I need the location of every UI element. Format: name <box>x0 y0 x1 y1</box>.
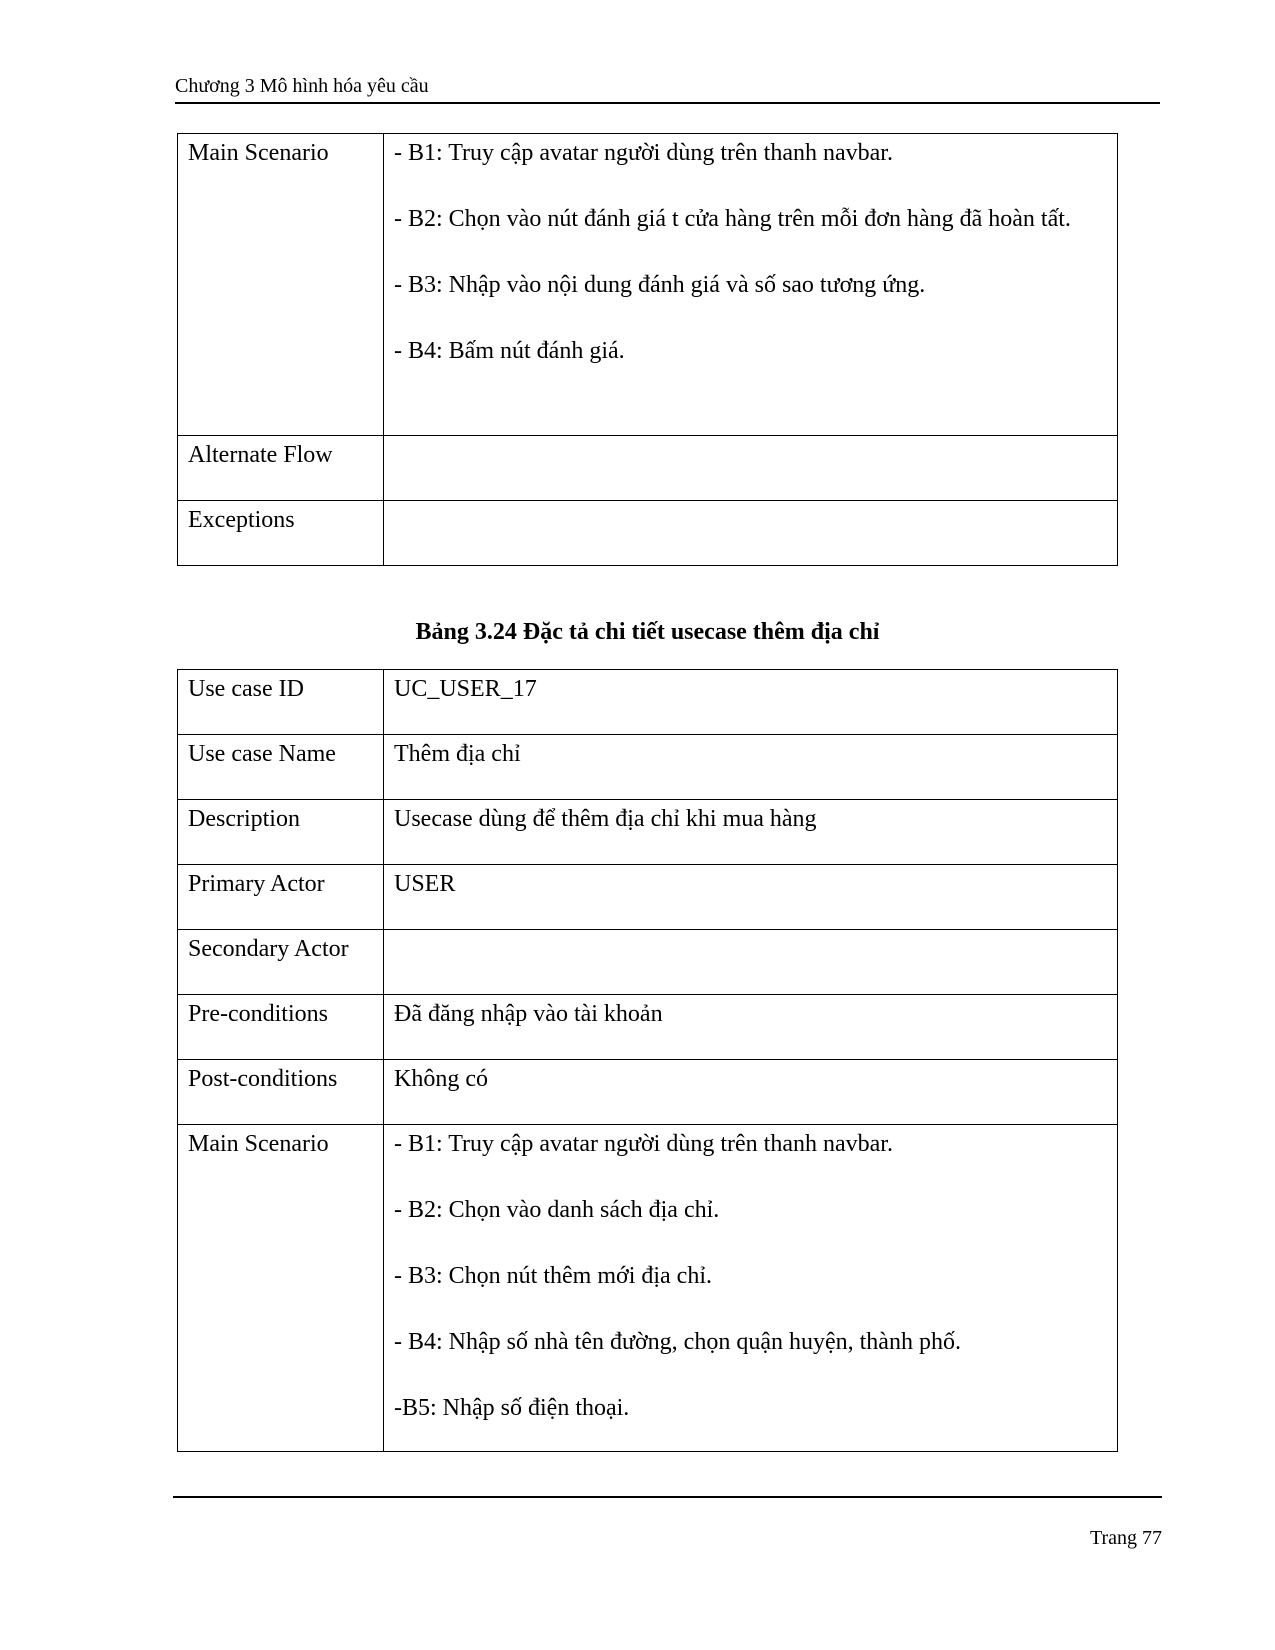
scenario-step: - B4: Nhập số nhà tên đường, chọn quận huyện, thành phố. <box>394 1329 961 1355</box>
table-row <box>178 800 1118 865</box>
main-scenario-steps <box>384 134 1118 436</box>
scenario-step: - B1: Truy cập avatar người dùng trên thanh navbar. <box>394 140 893 166</box>
row-value: UC_USER_17 <box>384 670 1118 735</box>
table-row <box>178 1060 1118 1125</box>
chapter-title: Chương 3 Mô hình hóa yêu cầu <box>175 75 429 97</box>
row-value: Usecase dùng để thêm địa chỉ khi mua hàng <box>384 800 1118 865</box>
page-header <box>175 76 1160 104</box>
row-value: Đã đăng nhập vào tài khoản <box>384 995 1118 1060</box>
table-caption: Bảng 3.24 Đặc tả chi tiết usecase thêm địa chỉ <box>415 619 880 645</box>
scenario-step: - B2: Chọn vào nút đánh giá t cửa hàng trên mỗi đơn hàng đã hoàn tất. <box>394 206 1071 232</box>
table-row <box>178 436 1118 501</box>
row-value <box>384 930 1118 995</box>
row-label: Alternate Flow <box>178 436 384 501</box>
row-label: Post-conditions <box>178 1060 384 1125</box>
row-label: Use case ID <box>178 670 384 735</box>
scenario-step: - B3: Chọn nút thêm mới địa chỉ. <box>394 1263 712 1289</box>
row-label: Primary Actor <box>178 865 384 930</box>
main-scenario-steps <box>384 1125 1118 1452</box>
row-label: Main Scenario <box>178 1125 384 1452</box>
usecase-table-continued <box>177 133 1118 566</box>
table-row <box>178 501 1118 566</box>
row-value: Không có <box>384 1060 1118 1125</box>
row-value: USER <box>384 865 1118 930</box>
scenario-step: - B2: Chọn vào danh sách địa chỉ. <box>394 1197 720 1223</box>
row-value <box>384 501 1118 566</box>
scenario-step: -B5: Nhập số điện thoại. <box>394 1395 630 1421</box>
page-number: Trang 77 <box>1089 1527 1162 1549</box>
table-row <box>178 865 1118 930</box>
table-row <box>178 670 1118 735</box>
page-footer <box>173 1496 1162 1549</box>
row-value: Thêm địa chỉ <box>384 735 1118 800</box>
table-row <box>178 930 1118 995</box>
scenario-step: - B1: Truy cập avatar người dùng trên thanh navbar. <box>394 1131 893 1157</box>
table-row <box>178 134 1118 436</box>
row-value <box>384 436 1118 501</box>
table-row <box>178 1125 1118 1452</box>
row-label: Description <box>178 800 384 865</box>
row-label: Main Scenario <box>178 134 384 436</box>
table-row <box>178 995 1118 1060</box>
row-label: Pre-conditions <box>178 995 384 1060</box>
table-row <box>178 735 1118 800</box>
scenario-step: - B4: Bấm nút đánh giá. <box>394 338 625 364</box>
row-label: Secondary Actor <box>178 930 384 995</box>
scenario-step: - B3: Nhập vào nội dung đánh giá và số sao tương ứng. <box>394 272 926 298</box>
row-label: Exceptions <box>178 501 384 566</box>
usecase-table <box>177 669 1118 1452</box>
row-label: Use case Name <box>178 735 384 800</box>
